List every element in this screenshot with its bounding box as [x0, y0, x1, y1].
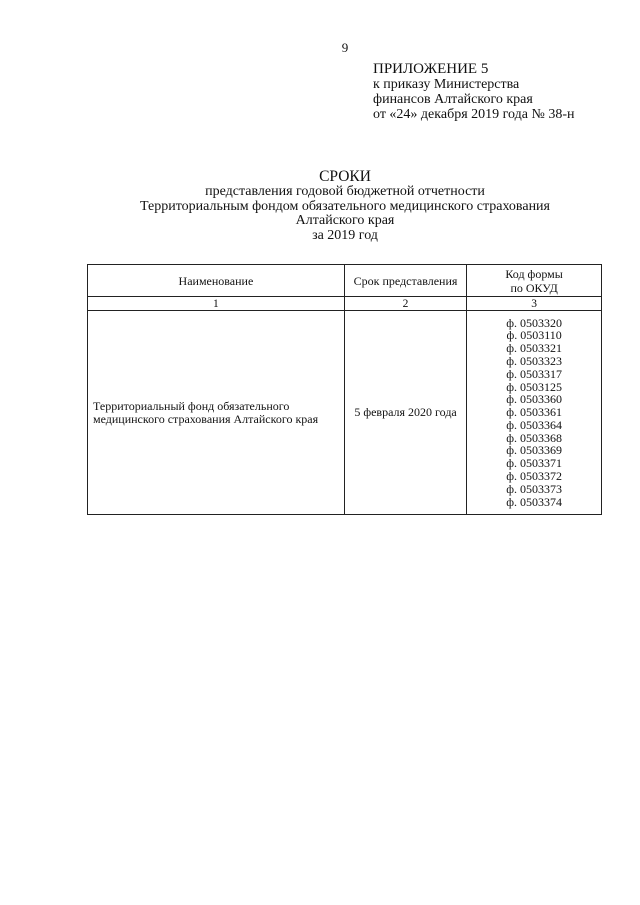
form-code-item: ф. 0503323	[506, 353, 562, 368]
appendix-line: финансов Алтайского края	[373, 92, 533, 107]
form-code-list	[467, 317, 601, 509]
header-name: Наименование	[88, 265, 345, 297]
form-code-item: ф. 0503364	[506, 417, 562, 432]
form-code-item: ф. 0503317	[506, 366, 562, 381]
appendix-title: ПРИЛОЖЕНИЕ 5	[373, 61, 489, 77]
header-form-code	[467, 265, 602, 297]
form-code-item: ф. 0503125	[506, 379, 562, 394]
form-codes-cell	[467, 311, 602, 515]
document-subtitle-line: Территориальным фондом обязательного медицинского страхования	[139, 198, 550, 214]
table-header-row	[88, 265, 602, 297]
table-number-row	[88, 297, 602, 311]
column-number: 3	[467, 297, 602, 311]
deadline-cell: 5 февраля 2020 года	[344, 311, 466, 515]
form-code-item: ф. 0503110	[506, 328, 562, 343]
document-heading	[0, 168, 640, 243]
form-code-item: ф. 0503369	[506, 443, 562, 458]
appendix-line: к приказу Министерства	[373, 77, 520, 92]
deadlines-table	[87, 264, 602, 515]
organization-name-line: Территориальный фонд обязательного	[93, 398, 290, 413]
header-form-code-line: Код формы	[505, 266, 563, 281]
document-subtitle-line: представления годовой бюджетной отчетности	[205, 184, 485, 199]
appendix-line: от «24» декабря 2019 года № 38-н	[373, 107, 575, 122]
form-code-item: ф. 0503372	[506, 469, 562, 484]
header-form-code-line: по ОКУД	[510, 280, 558, 295]
form-code-item: ф. 0503321	[506, 341, 562, 356]
appendix-block	[373, 62, 574, 122]
page-number: 9	[341, 40, 349, 55]
form-code-item: ф. 0503320	[506, 315, 562, 330]
table-row	[88, 311, 602, 515]
form-code-item: ф. 0503361	[506, 405, 562, 420]
form-code-item: ф. 0503373	[506, 481, 562, 496]
form-code-item: ф. 0503371	[506, 456, 562, 471]
form-code-item: ф. 0503360	[506, 392, 562, 407]
document-title: СРОКИ	[319, 168, 371, 185]
column-number: 2	[344, 297, 466, 311]
document-subtitle-line: Алтайского края	[295, 213, 395, 228]
column-number: 1	[88, 297, 345, 311]
organization-name-cell	[88, 311, 345, 515]
form-code-item: ф. 0503374	[506, 494, 562, 509]
form-code-item: ф. 0503368	[506, 430, 562, 445]
header-deadline: Срок представления	[344, 265, 466, 297]
organization-name-line: медицинского страхования Алтайского края	[93, 411, 319, 426]
document-subtitle-line: за 2019 год	[312, 227, 378, 243]
